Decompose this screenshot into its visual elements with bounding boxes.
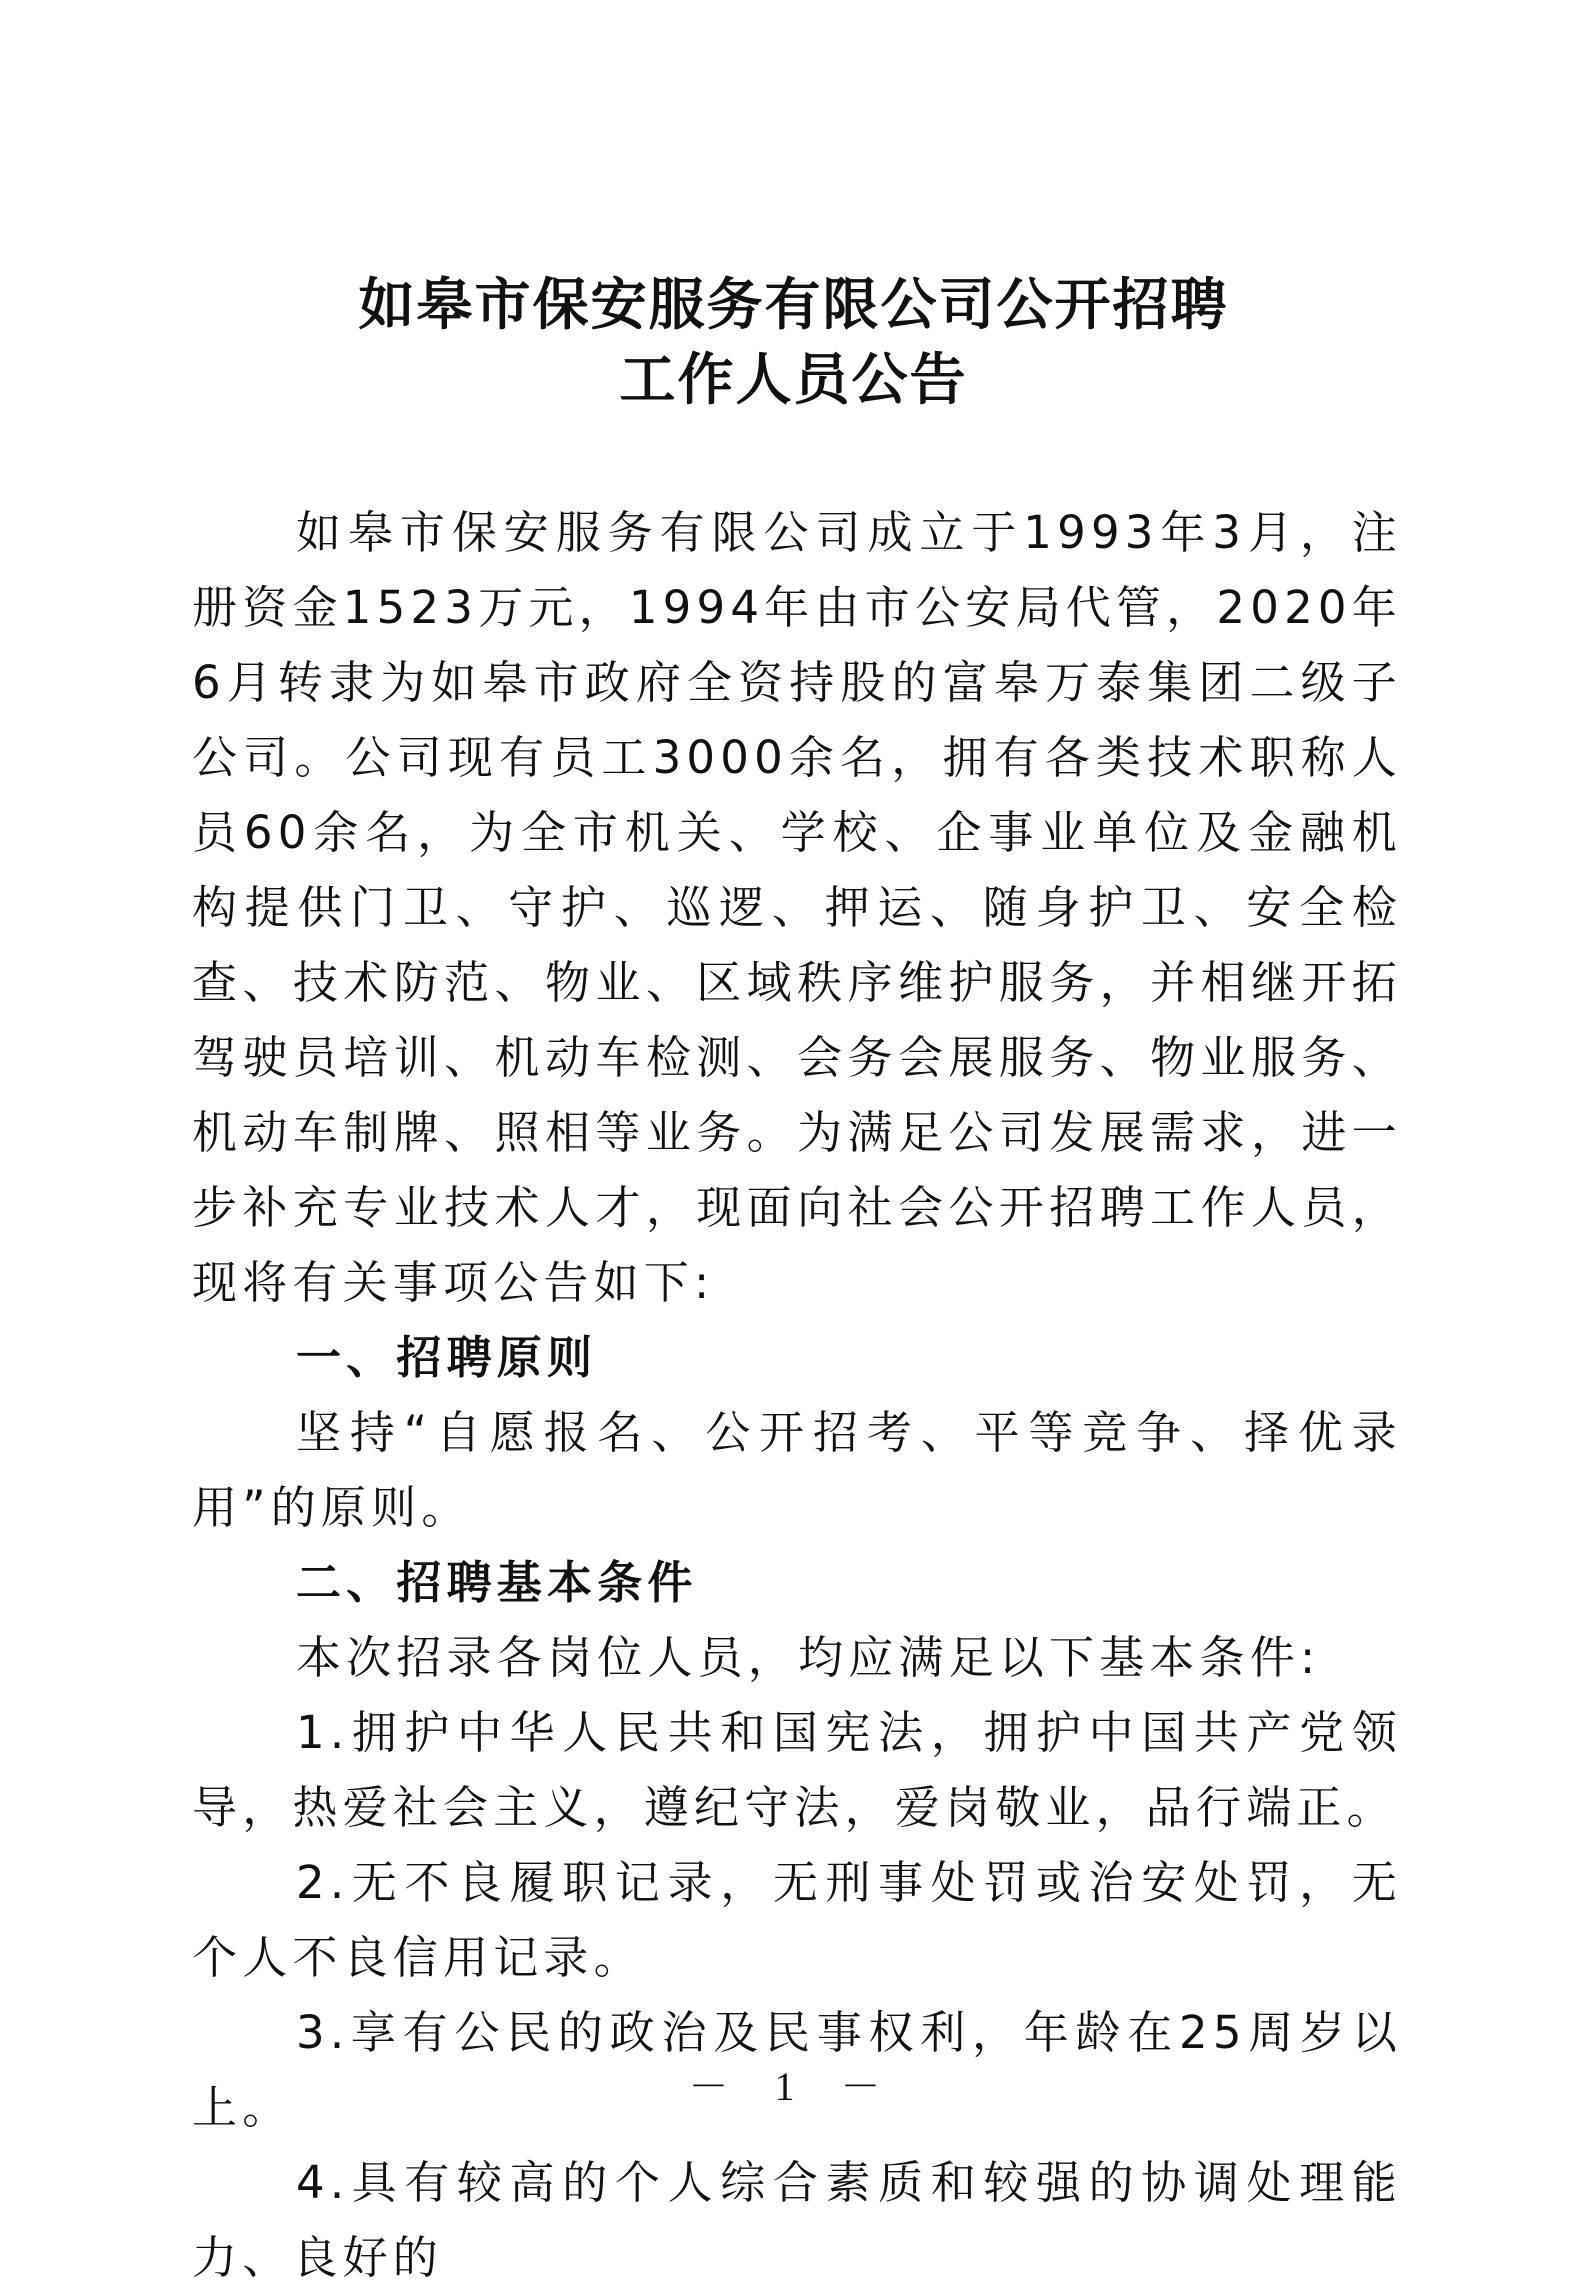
section-heading-principles: 一、招聘原则 — [296, 1331, 598, 1384]
document-body — [192, 495, 1402, 2295]
condition-item-1: 1.拥护中华人民共和国宪法，拥护中国共产党领导，热爱社会主义，遵纪守法，爱岗敬业，品行端正。 — [192, 1706, 1402, 1834]
condition-item-3: 3.享有公民的政治及民事权利，年龄在25周岁以上。 — [192, 2006, 1402, 2134]
document-title-line-1: 如皋市保安服务有限公司公开招聘 — [358, 272, 1229, 338]
condition-item-4: 4.具有较高的个人综合素质和较强的协调处理能力、良好的 — [192, 2156, 1402, 2284]
document-title-line-2: 工作人员公告 — [619, 347, 968, 413]
principles-paragraph: 坚持“自愿报名、公开招考、平等竞争、择优录用”的原则。 — [192, 1406, 1402, 1534]
intro-paragraph: 如皋市保安服务有限公司成立于1993年3月，注册资金1523万元，1994年由市公安局代管，2020年6月转隶为如皋市政府全资持股的富皋万泰集团二级子公司。公司现有员工3000余名，拥有各类技术职称人员60余名，为全市机关、学校、企事业单位及金融机构提供门卫、守护、巡逻、押运、随身护卫、安全检查、技术防范、物业、区域秩序维护服务，并相继开拓驾驶员培训、机动车检测、会务会展服务、物业服务、机动车制牌、照相等业务。为满足公司发展需求，进一步补充专业技术人才，现面向社会公开招聘工作人员，现将有关事项公告如下: — [192, 506, 1402, 1309]
page-number: － 1 － — [688, 2064, 899, 2109]
conditions-intro-paragraph: 本次招录各岗位人员，均应满足以下基本条件: — [296, 1631, 1321, 1684]
section-heading-basic-conditions: 二、招聘基本条件 — [296, 1556, 698, 1609]
condition-item-2: 2.无不良履职记录，无刑事处罚或治安处罚，无个人不良信用记录。 — [192, 1856, 1402, 1984]
